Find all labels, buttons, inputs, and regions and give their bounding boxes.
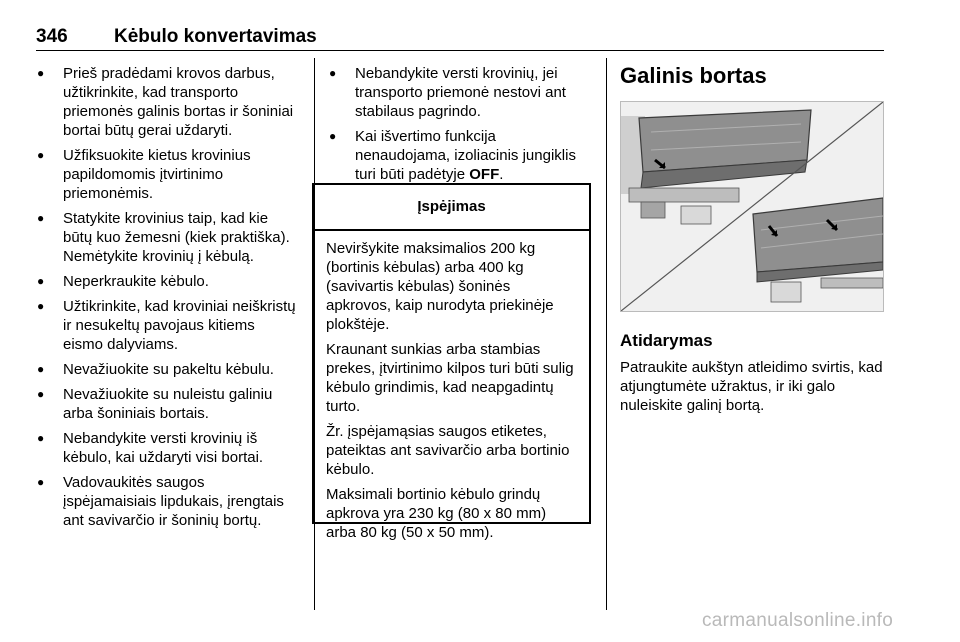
list-item: ● Vadovaukitės saugos įspėjamaisiais lipdukais, įrengtais ant savivarčio ir šoninių bortų. bbox=[36, 473, 298, 530]
safety-list-1 bbox=[36, 64, 298, 530]
list-item-switch bbox=[328, 127, 592, 184]
warning-title: Įspėjimas bbox=[314, 185, 589, 231]
list-item: ● Prieš pradėdami krovos darbus, užtikrinkite, kad transporto priemonės galinis bortas ir šoniniai bortai būtų gerai uždaryti. bbox=[36, 64, 298, 140]
list-item: ● Nebandykite versti krovinių, jei transporto priemonė nestovi ant stabilaus pagrindo. bbox=[328, 64, 592, 121]
page-header bbox=[36, 26, 317, 48]
list-item: ● Užtikrinkite, kad kroviniai neiškristų ir nesukeltų pavojaus kitiems eismo dalyviams. bbox=[36, 297, 298, 354]
watermark: carmanualsonline.info bbox=[702, 610, 894, 631]
switch-end: . bbox=[499, 166, 504, 183]
switch-text: Kai išvertimo funkcija nenaudojama, izoliacinis jungiklis turi būti padėtyje bbox=[355, 128, 576, 183]
column-2 bbox=[328, 64, 592, 190]
off-label: OFF bbox=[469, 166, 500, 183]
warning-body bbox=[314, 231, 589, 542]
subsection-title: Atidarymas bbox=[620, 331, 713, 350]
warning-box bbox=[312, 183, 591, 541]
section-title: Galinis bortas bbox=[620, 63, 767, 88]
warning-paragraph: Maksimali bortinio kėbulo grindų apkrova yra 230 kg (80 x 80 mm) arba 80 kg (50 x 50 mm). bbox=[326, 486, 547, 541]
tailgate-illustration bbox=[620, 101, 884, 312]
list-item: ● Nevažiuokite su nuleistu galiniu arba šoniniais bortais. bbox=[36, 385, 298, 423]
safety-list-2 bbox=[328, 64, 592, 184]
tailgate-illustration-icon bbox=[621, 102, 883, 311]
list-item: ● Užfiksuokite kietus krovinius papildomomis įtvirtinimo priemonėmis. bbox=[36, 146, 298, 203]
list-item: ● Nebandykite versti krovinių iš kėbulo, kai uždaryti visi bortai. bbox=[36, 429, 298, 467]
warning-paragraph: Žr. įspėjamąsias saugos etiketes, pateiktas ant savivarčio arba bortinio kėbulo. bbox=[326, 423, 570, 478]
list-item: ● Nevažiuokite su pakeltu kėbulu. bbox=[36, 360, 298, 379]
column-divider-2 bbox=[606, 58, 607, 610]
warning-paragraph: Kraunant sunkias arba stambias prekes, įtvirtinimo kilpos turi būti sulig kėbulo grindimis, kad neapgadintų turto. bbox=[326, 341, 574, 415]
column-1 bbox=[36, 64, 298, 536]
chapter-title: Kėbulo konvertavimas bbox=[114, 26, 317, 47]
list-item: ● Statykite krovinius taip, kad kie būtų kuo žemesni (kiek praktiška). Nemėtykite krovinių į kėbulą. bbox=[36, 209, 298, 266]
column-3 bbox=[620, 62, 886, 90]
page-number: 346 bbox=[36, 26, 68, 47]
subsection-text: Patraukite aukštyn atleidimo svirtis, kad atjungtumėte užraktus, ir iki galo nuleiskite galinį bortą. bbox=[620, 359, 883, 414]
warning-paragraph: Neviršykite maksimalios 200 kg (bortinis kėbulas) arba 400 kg (savivartis kėbulas) šoninės apkrovos, kaip nurodyta priekinėje plokštėje. bbox=[326, 240, 554, 333]
list-item: ● Neperkraukite kėbulo. bbox=[36, 272, 298, 291]
header-rule bbox=[36, 50, 884, 51]
